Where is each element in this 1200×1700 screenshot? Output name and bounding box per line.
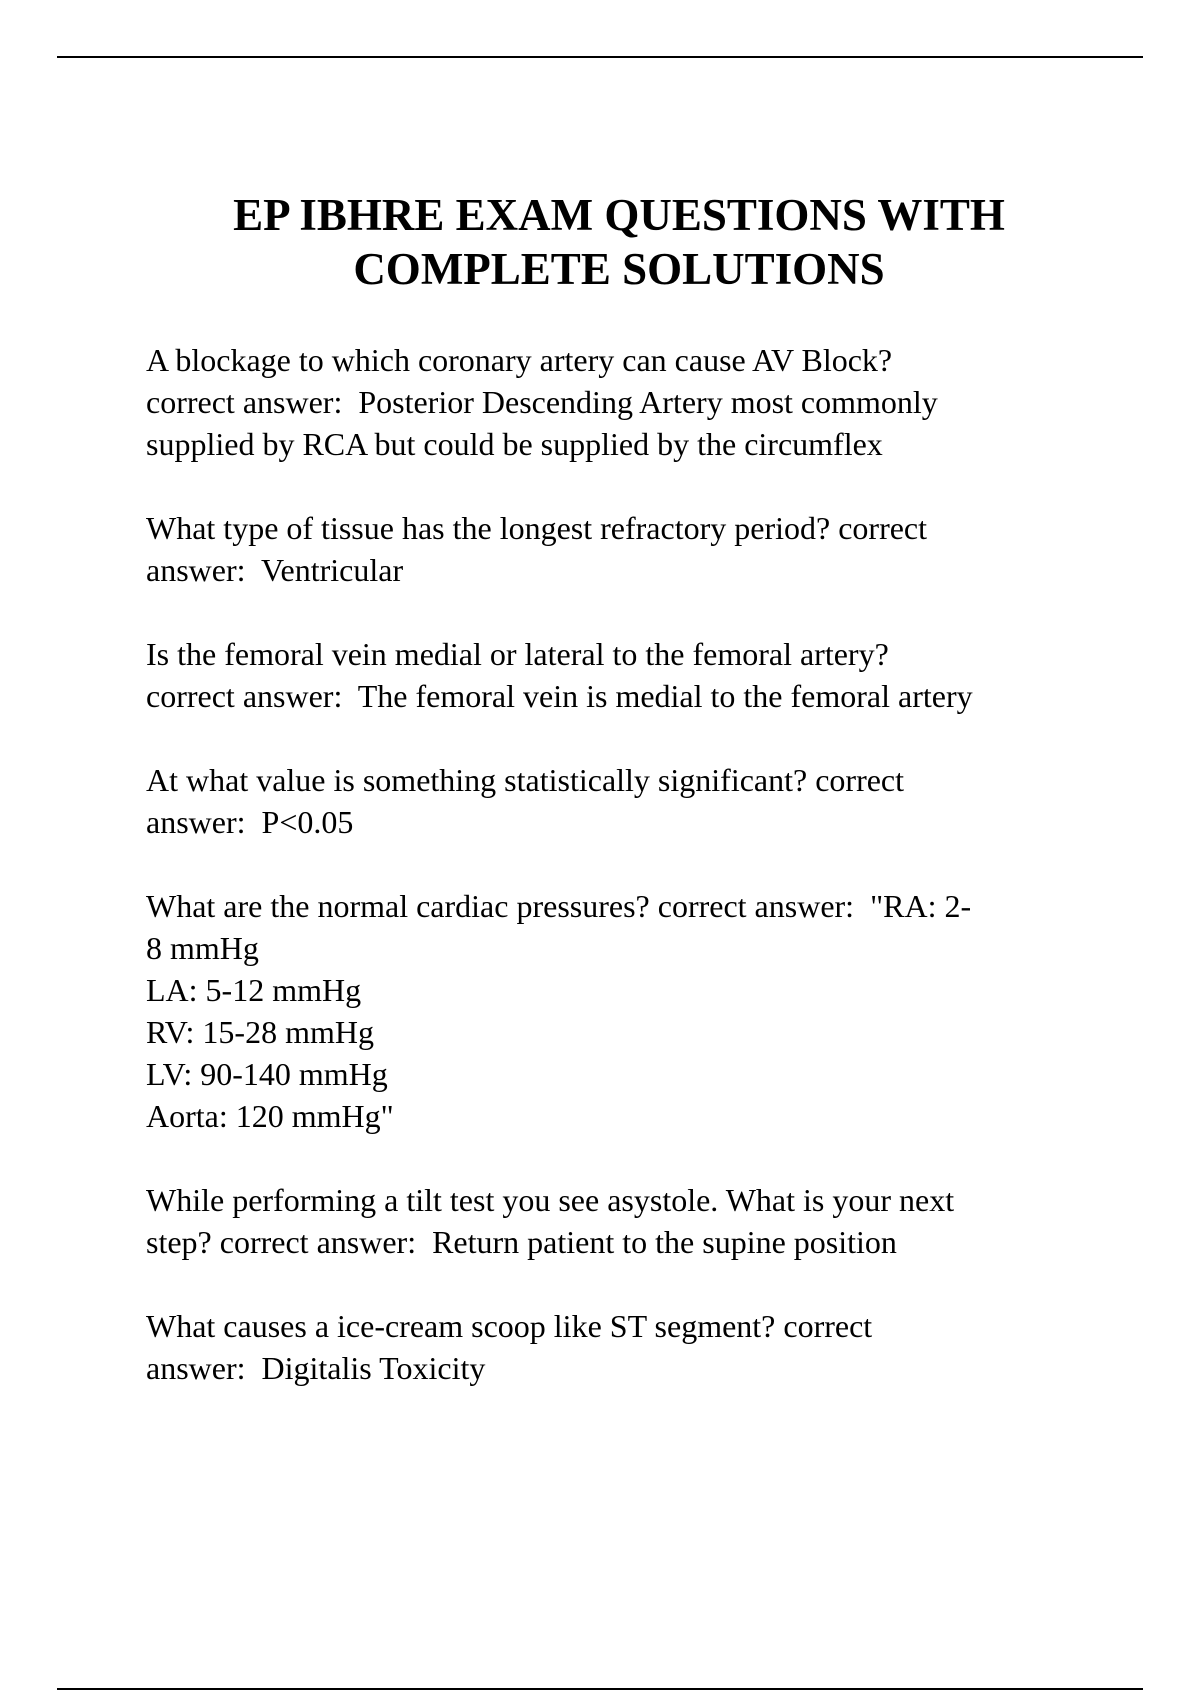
qa-line: What causes a ice-cream scoop like ST segment? correct [146, 1308, 873, 1344]
qa-item-6 [146, 1179, 1136, 1263]
qa-line: Aorta: 120 mmHg" [146, 1098, 394, 1134]
bottom-divider [57, 1688, 1143, 1690]
title-line-2: COMPLETE SOLUTIONS [353, 244, 885, 294]
qa-line: While performing a tilt test you see asystole. What is your next [146, 1182, 955, 1218]
qa-line: correct answer: Posterior Descending Artery most commonly [146, 384, 938, 420]
qa-line: RV: 15-28 mmHg [146, 1014, 374, 1050]
qa-item-4 [146, 759, 1136, 843]
qa-line: LA: 5-12 mmHg [146, 972, 362, 1008]
qa-item-3 [146, 633, 1136, 717]
qa-item-2 [146, 507, 1136, 591]
top-divider [57, 56, 1143, 58]
qa-list [146, 339, 1136, 1431]
qa-line: At what value is something statistically significant? correct [146, 762, 905, 798]
qa-line: supplied by RCA but could be supplied by the circumflex [146, 426, 883, 462]
qa-line: LV: 90-140 mmHg [146, 1056, 388, 1092]
qa-item-7 [146, 1305, 1136, 1389]
qa-line: answer: Ventricular [146, 552, 404, 588]
qa-line: What type of tissue has the longest refractory period? correct [146, 510, 928, 546]
qa-line: 8 mmHg [146, 930, 259, 966]
qa-line: correct answer: The femoral vein is medial to the femoral artery [146, 678, 973, 714]
qa-line: step? correct answer: Return patient to the supine position [146, 1224, 897, 1260]
qa-line: A blockage to which coronary artery can cause AV Block? [146, 342, 893, 378]
qa-item-1 [146, 339, 1136, 465]
qa-line: answer: Digitalis Toxicity [146, 1350, 486, 1386]
qa-line: What are the normal cardiac pressures? correct answer: "RA: 2- [146, 888, 972, 924]
qa-line: answer: P<0.05 [146, 804, 354, 840]
qa-line: Is the femoral vein medial or lateral to the femoral artery? [146, 636, 889, 672]
title-line-1: EP IBHRE EXAM QUESTIONS WITH [233, 190, 1005, 240]
page-title [57, 188, 1181, 296]
qa-item-5 [146, 885, 1136, 1137]
